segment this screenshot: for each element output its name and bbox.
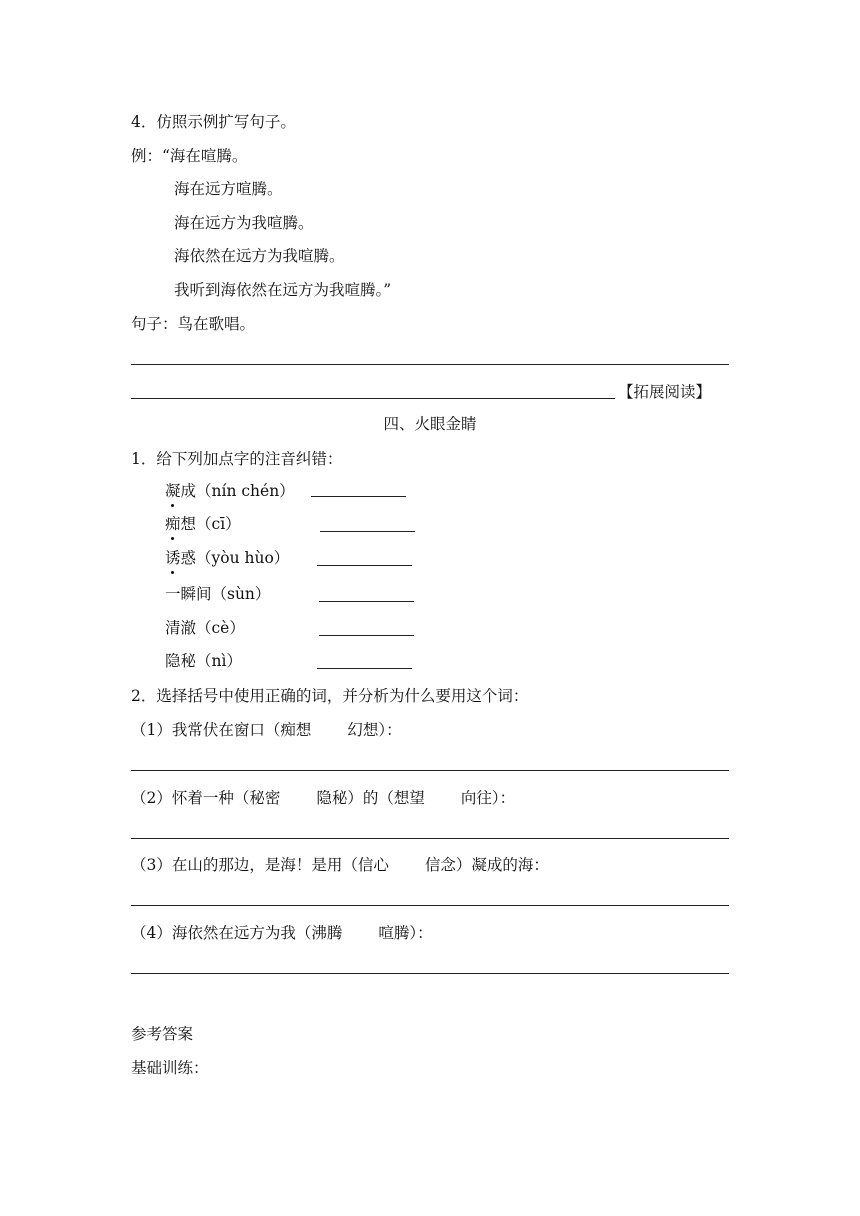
part2-question-2: （2）怀着一种（秘密 隐秘）的（想望 向往）： [131, 789, 516, 807]
pinyin-item [165, 548, 289, 568]
q4-example-prefix: 例：“海在喧腾。 [131, 147, 248, 165]
answer-line[interactable] [131, 973, 729, 974]
dotted-char: 诱 [165, 549, 181, 567]
answer-line[interactable] [131, 398, 615, 399]
answers-title: 参考答案 [131, 1025, 194, 1043]
correction-blank[interactable] [319, 635, 414, 636]
correction-blank[interactable] [317, 668, 412, 669]
section-title: 四、火眼金睛 [383, 415, 477, 433]
correction-blank[interactable] [319, 601, 414, 602]
pinyin-item: 隐秘（nì） [165, 652, 242, 670]
extended-reading-heading: 【拓展阅读】 [618, 383, 712, 401]
answer-line[interactable] [131, 364, 729, 365]
pinyin-item: 一瞬间（sùn） [165, 585, 271, 603]
basic-training-label: 基础训练： [131, 1059, 209, 1077]
correction-blank[interactable] [320, 531, 415, 532]
part2-question-3: （3）在山的那边，是海！是用（信心 信念）凝成的海： [131, 856, 549, 874]
answer-line[interactable] [131, 838, 729, 839]
q4-example-line: 我听到海依然在远方为我喧腾。” [174, 281, 392, 299]
q4-example-line: 海依然在远方为我喧腾。 [174, 247, 345, 265]
pinyin-item-text: 成（nín chén） [180, 482, 295, 500]
answer-line[interactable] [131, 770, 729, 771]
q4-sentence: 句子：鸟在歌唱。 [131, 315, 256, 333]
correction-blank[interactable] [317, 565, 412, 566]
dotted-char: 痴 [165, 515, 181, 533]
q4-example-line: 海在远方为我喧腾。 [174, 214, 314, 232]
part2-title: 2．选择括号中使用正确的词，并分析为什么要用这个词： [131, 687, 529, 705]
pinyin-item [165, 514, 241, 534]
pinyin-item: 清澈（cè） [165, 619, 245, 637]
part2-question-4: （4）海依然在远方为我（沸腾 喧腾）： [131, 924, 433, 942]
pinyin-item-text: 想（cī） [180, 515, 241, 533]
answer-line[interactable] [131, 905, 729, 906]
dotted-char: 凝 [165, 482, 181, 500]
part1-title: 1．给下列加点字的注音纠错： [131, 450, 343, 468]
pinyin-item-text: 惑（yòu hùo） [180, 549, 290, 567]
pinyin-item [165, 481, 295, 501]
q4-example-line: 海在远方喧腾。 [174, 180, 283, 198]
part2-question-1: （1）我常伏在窗口（痴想 幻想）： [131, 721, 402, 739]
q4-title: 4．仿照示例扩写句子。 [131, 113, 296, 131]
correction-blank[interactable] [311, 496, 406, 497]
